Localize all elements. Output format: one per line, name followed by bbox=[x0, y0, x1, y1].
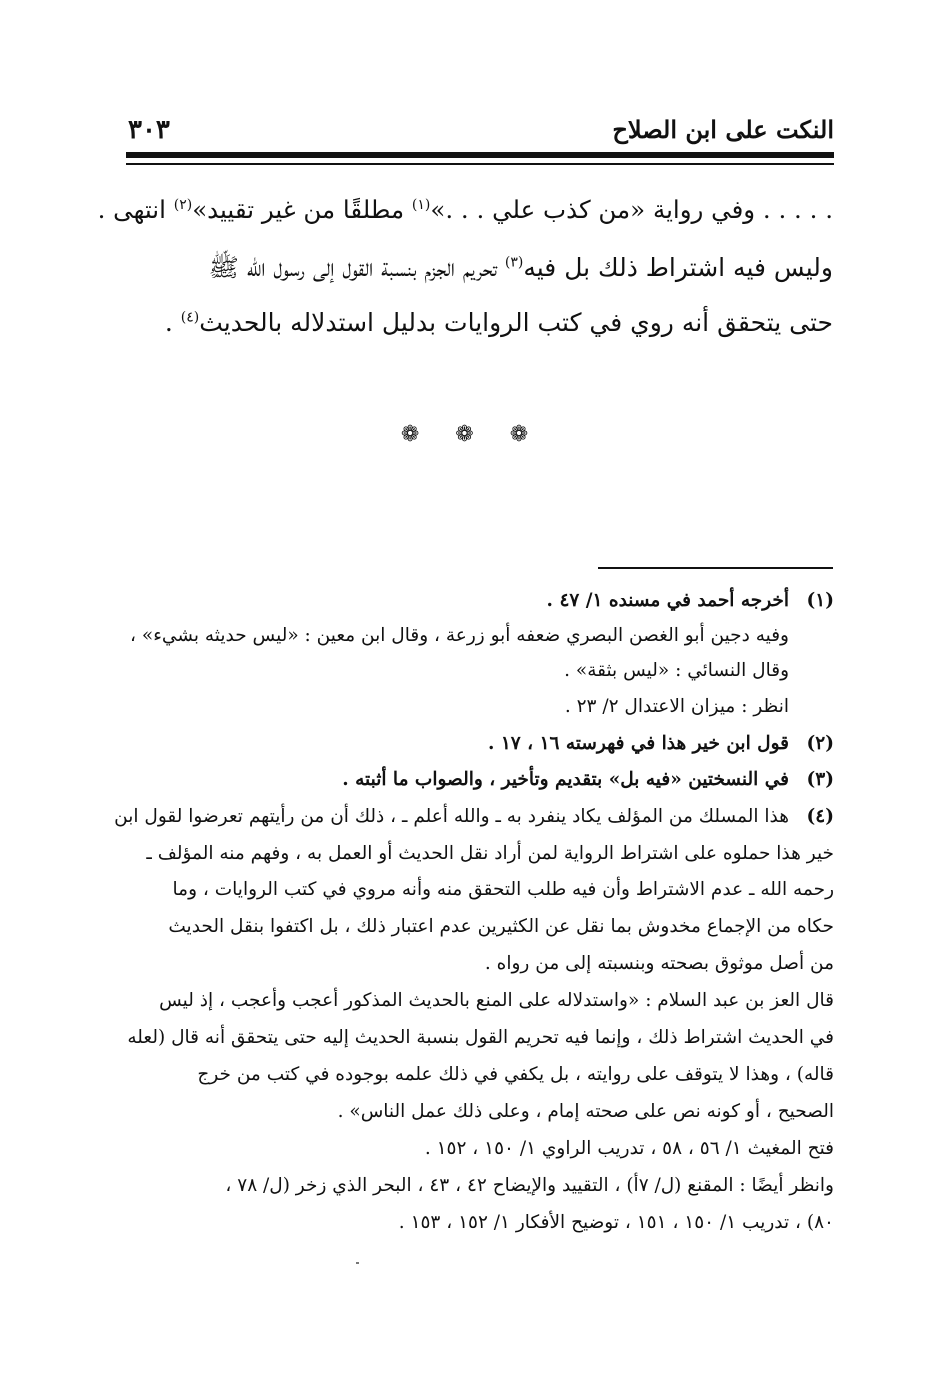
footnote-4-line-12: ٨٠) ، تدريب ١/ ١٥٠ ، ١٥١ ، توضيح الأفكار ١/ ١٥٢ ، ١٥٣ . bbox=[398, 1212, 834, 1233]
body-text: تحريم الجزم بنسبة القول إلى رسول الله ﷺ bbox=[208, 253, 497, 282]
body-line-3 bbox=[165, 310, 833, 335]
footnote-4-line-10: فتح المغيث ١/ ٥٦ ، ٥٨ ، تدريب الراوي ١/ ١٥٠ ، ١٥٢ . bbox=[424, 1138, 834, 1159]
footnote-4-line-1: هذا المسلك من المؤلف يكاد ينفرد به ـ والله أعلم ـ ، ذلك أن من رأيتهم تعرضوا لقول ابن bbox=[114, 806, 789, 827]
body-text: . . . . . وفي رواية «من كذب علي . . .» bbox=[430, 195, 833, 224]
footnote-4-line-3: رحمه الله ـ عدم الاشتراط وأن فيه طلب التحقق منه وأنه مروي في كتب الروايات ، وما bbox=[172, 879, 834, 900]
footnote-number: (٣) bbox=[806, 769, 834, 790]
running-title: النكت على ابن الصلاح bbox=[612, 115, 834, 144]
header-rule-thick bbox=[126, 152, 834, 158]
body-line-2 bbox=[209, 255, 833, 280]
footnote-ref: (١) bbox=[411, 196, 431, 213]
page-number: ٣٠٣ bbox=[128, 115, 170, 145]
footnote-1-line-1: أخرجه أحمد في مسنده ١/ ٤٧ . bbox=[546, 590, 789, 611]
footnote-4-line-7: في الحديث اشتراط ذلك ، وإنما فيه تحريم القول بنسبة الحديث إليه حتى يتحقق أنه قال (لعله bbox=[127, 1027, 834, 1048]
body-text: حتى يتحقق أنه روي في كتب الروايات بدليل استدلاله بالحديث bbox=[199, 308, 833, 337]
footnote-number: (٢) bbox=[806, 733, 834, 754]
header-rule-thin bbox=[126, 163, 834, 165]
footnote-number: (١) bbox=[806, 590, 834, 611]
footnote-4-line-11: وانظر أيضًا : المقنع (ل/ ٧أ) ، التقييد والإيضاح ٤٢ ، ٤٣ ، البحر الذي زخر (ل/ ٧٨ ، bbox=[225, 1175, 834, 1196]
footnote-3-line-1: في النسختين «فيه بل» بتقديم وتأخير ، والصواب ما أثبته . bbox=[342, 769, 789, 790]
footnote-1-line-3: وقال النسائي : «ليس بثقة» . bbox=[564, 660, 789, 681]
body-text: انتهى . bbox=[97, 195, 166, 224]
footnote-separator bbox=[598, 567, 833, 569]
footnote-ref: (٤) bbox=[180, 309, 200, 326]
flower-ornament-icon: ❁ bbox=[400, 422, 420, 447]
body-text: وليس فيه اشتراط ذلك بل فيه bbox=[523, 253, 833, 282]
footnote-4-line-5: من أصل موثوق بصحته وبنسبته إلى من رواه . bbox=[484, 953, 834, 974]
body-text: مطلقًا من غير تقييد» bbox=[192, 195, 405, 224]
footnote-ref: (٢) bbox=[173, 196, 193, 213]
footnote-ref: (٣) bbox=[504, 254, 524, 271]
flower-ornament-icon: ❁ bbox=[509, 422, 529, 447]
footnote-2-line-1: قول ابن خير هذا في فهرسته ١٦ ، ١٧ . bbox=[487, 733, 789, 754]
body-line-1 bbox=[97, 195, 833, 224]
section-divider bbox=[0, 422, 929, 447]
footnote-4-line-6: قال العز بن عبد السلام : «واستدلاله على المنع بالحديث المذكور أعجب وأعجب ، إذ ليس bbox=[159, 990, 834, 1011]
flower-ornament-icon: ❁ bbox=[455, 422, 474, 447]
footnote-number: (٤) bbox=[806, 806, 834, 827]
footnote-1-line-2: وفيه دجين أبو الغصن البصري ضعفه أبو زرعة ، وقال ابن معين : «ليس حديثه بشيء» ، bbox=[130, 625, 789, 646]
footnote-1-line-4: انظر : ميزان الاعتدال ٢/ ٢٣ . bbox=[564, 696, 789, 717]
footnote-4-line-2: خير هذا حملوه على اشتراط الرواية لمن أراد نقل الحديث أو العمل به ، وفهم منه المؤلف ـ bbox=[146, 843, 834, 864]
footnote-4-line-8: قاله) ، وهذا لا يتوقف على روايته ، بل يكفي في ذلك علمه بوجوده في كتب من خرج bbox=[197, 1064, 834, 1085]
body-text: . bbox=[164, 308, 173, 337]
footnote-4-line-9: الصحيح ، أو كونه نص على صحته إمام ، وعلى ذلك عمل الناس» . bbox=[337, 1101, 834, 1122]
footnote-4-line-4: حكاه من الإجماع مخدوش بما نقل عن الكثيرين عدم اعتبار ذلك ، بل اكتفوا بنقل الحديث bbox=[168, 916, 834, 937]
print-speck bbox=[356, 1262, 359, 1264]
